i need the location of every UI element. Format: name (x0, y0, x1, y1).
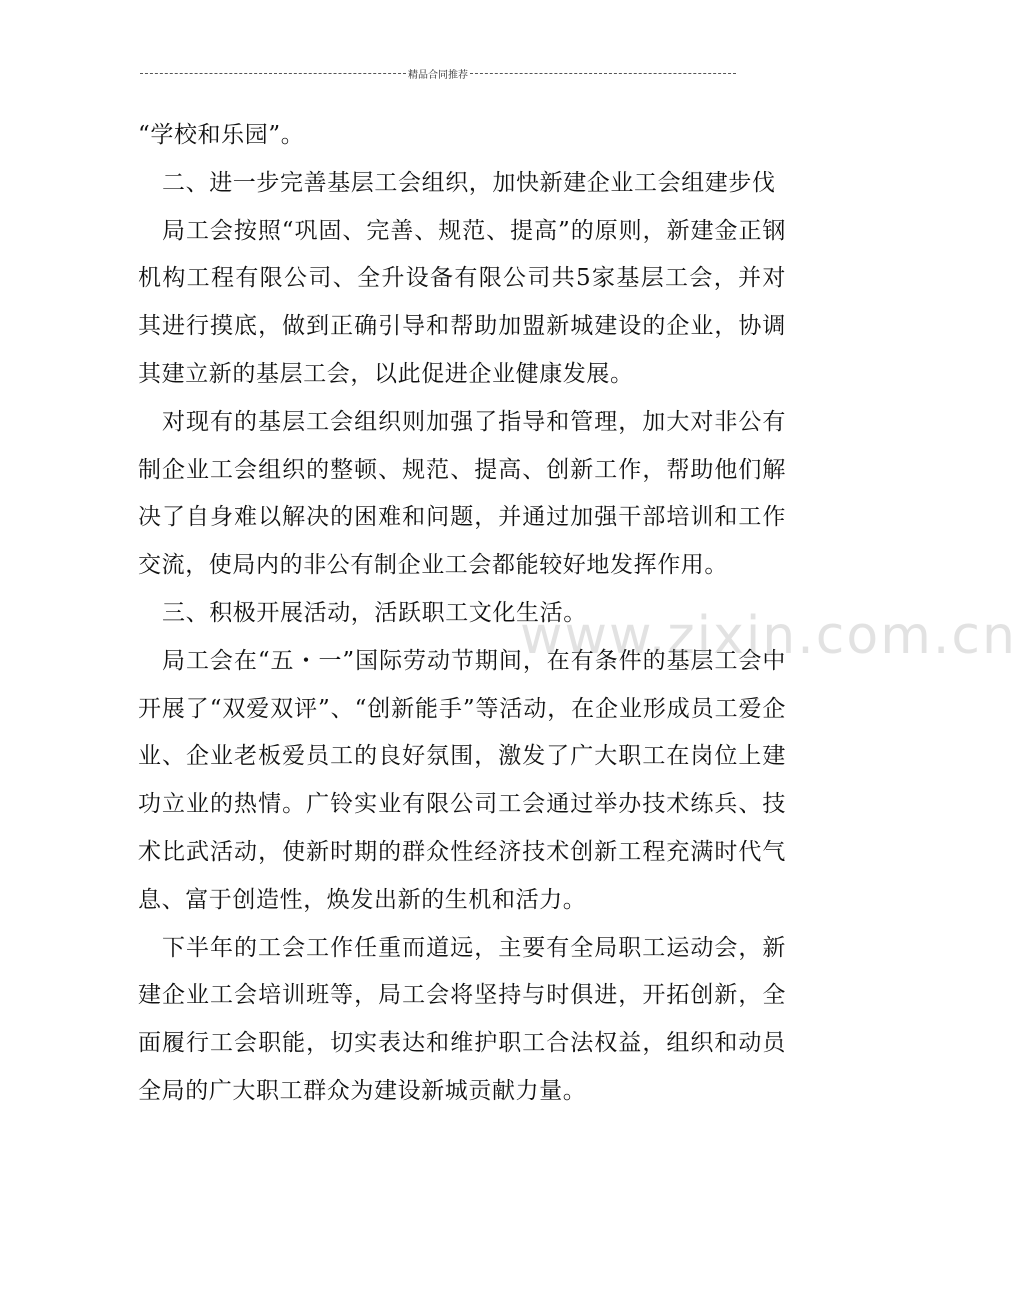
page-header (140, 66, 736, 81)
paragraph-2-heading: 二、进一步完善基层工会组织，加快新建企业工会组建步伐 (162, 169, 776, 196)
header-dash-left (140, 73, 406, 74)
watermark: www.zixin.com.cn (520, 606, 1017, 666)
paragraph-1: “学校和乐园”。 (138, 122, 305, 148)
paragraph-7: 下半年的工会工作任重而道远，主要有全局职工运动会，新建企业工会培训班等，局工会将坚持与时俱进，开拓创新，全面履行工会职能，切实表达和维护职工合法权益，组织和动员全局的广大职工群众为建设新城贡献力量。 (138, 934, 786, 1104)
document-body (138, 112, 786, 1116)
paragraph-6: 局工会在“五・一”国际劳动节期间，在有条件的基层工会中开展了“双爱双评”、“创新能手”等活动，在企业形成员工爱企业、企业老板爱员工的良好氛围，激发了广大职工在岗位上建功立业的热情。广铃实业有限公司工会通过举办技术练兵、技术比武活动，使新时期的群众性经济技术创新工程充满时代气息、富于创造性，焕发出新的生机和活力。 (138, 647, 786, 913)
header-dash-right (470, 73, 736, 74)
paragraph-4: 对现有的基层工会组织则加强了指导和管理，加大对非公有制企业工会组织的整顿、规范、提高、创新工作，帮助他们解决了自身难以解决的困难和问题，并通过加强干部培训和工作交流，使局内的非公有制企业工会都能较好地发挥作用。 (138, 408, 786, 579)
paragraph-5-heading: 三、积极开展活动，活跃职工文化生活。 (162, 599, 587, 626)
header-title: 精品合同推荐 (408, 70, 468, 81)
paragraph-3: 局工会按照“巩固、完善、规范、提高”的原则，新建金正钢机构工程有限公司、全升设备有限公司共5家基层工会，并对其进行摸底，做到正确引导和帮助加盟新城建设的企业，协调其建立新的基层工会，以此促进企业健康发展。 (138, 217, 786, 387)
